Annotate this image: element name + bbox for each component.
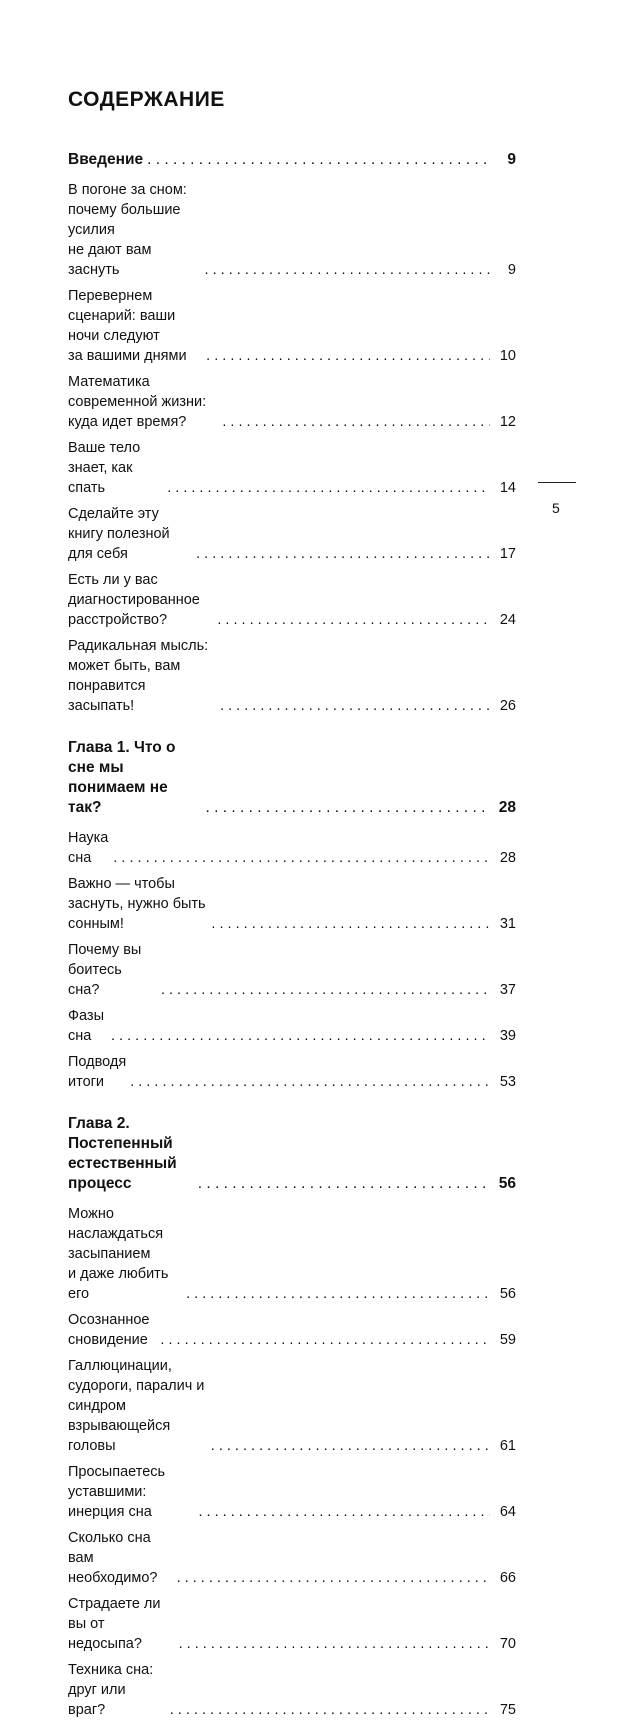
- dot-leader: [206, 346, 490, 366]
- toc-entry[interactable]: [68, 1356, 516, 1456]
- dot-leader: [222, 412, 490, 432]
- toc-page-number: 9: [507, 262, 516, 278]
- dot-leader: [198, 1502, 490, 1522]
- toc-page-number: 39: [499, 1028, 516, 1044]
- toc-entry-text: Есть ли у вас диагностированное расстройство?: [68, 572, 200, 628]
- toc-entry[interactable]: [68, 372, 516, 432]
- toc-entry-text: Наука сна: [68, 830, 109, 866]
- toc-entry[interactable]: [68, 1006, 516, 1046]
- toc-section-chapter-1: [68, 738, 516, 1092]
- toc-entry-text: Страдаете ли вы от недосыпа?: [68, 1596, 161, 1652]
- toc-entry[interactable]: [68, 1462, 516, 1522]
- dot-leader: [217, 610, 490, 630]
- toc-page-number: 28: [499, 850, 516, 866]
- toc-page-number: 75: [499, 1702, 516, 1718]
- toc-page-number: 31: [499, 916, 516, 932]
- toc-heading[interactable]: [68, 150, 516, 170]
- dot-leader: [161, 980, 490, 1000]
- page-title: СОДЕРЖАНИЕ: [68, 88, 225, 111]
- toc-entry-text: Радикальная мысль: может быть, вам понравится засыпать!: [68, 638, 209, 714]
- toc-page-number: 12: [499, 414, 516, 430]
- toc-entry[interactable]: [68, 504, 516, 564]
- dot-leader: [220, 696, 490, 716]
- dot-leader: [211, 1436, 490, 1456]
- toc-entry-text: Подводя итоги: [68, 1054, 127, 1090]
- toc-page-number: 10: [499, 348, 516, 364]
- toc-page-number: 70: [499, 1636, 516, 1652]
- toc-page-number: 14: [499, 480, 516, 496]
- toc-page-number: 53: [499, 1074, 516, 1090]
- dot-leader: [211, 914, 490, 934]
- toc-heading-text: Глава 2. Постепенный естественный процесс: [68, 1115, 177, 1192]
- page-number: 5: [552, 500, 560, 516]
- toc-entry-text: Важно — чтобы заснуть, нужно быть сонным!: [68, 876, 206, 932]
- toc-page-number: 9: [507, 151, 516, 168]
- toc-entry-text: Сколько сна вам необходимо?: [68, 1530, 158, 1586]
- toc-entry[interactable]: [68, 286, 516, 366]
- toc-entry[interactable]: [68, 1528, 516, 1588]
- toc-heading[interactable]: [68, 1114, 516, 1194]
- dot-leader: [113, 848, 490, 868]
- dot-leader: [170, 1700, 490, 1720]
- toc-entry[interactable]: [68, 1204, 516, 1304]
- toc-heading[interactable]: [68, 738, 516, 818]
- toc-entry[interactable]: [68, 570, 516, 630]
- toc-entry-text: Перевернем сценарий: ваши ночи следуют за вашими днями: [68, 288, 187, 364]
- toc-entry[interactable]: [68, 1310, 516, 1350]
- toc-heading-text: Глава 1. Что о сне мы понимаем не так?: [68, 739, 176, 816]
- toc-entry-text: В погоне за сном: почему большие усилия не дают вам заснуть: [68, 182, 187, 278]
- toc-page-number: 64: [499, 1504, 516, 1520]
- toc-entry-text: Можно наслаждаться засыпанием и даже любить его: [68, 1206, 169, 1302]
- toc-page-number: 61: [499, 1438, 516, 1454]
- dot-leader: [130, 1072, 490, 1092]
- toc-entry-text: Сделайте эту книгу полезной для себя: [68, 506, 170, 562]
- toc-section-chapter-2: [68, 1114, 516, 1720]
- toc-page-number: 24: [499, 612, 516, 628]
- toc-entry-text: Техника сна: друг или враг?: [68, 1662, 154, 1718]
- toc-entry-text: Почему вы боитесь сна?: [68, 942, 142, 998]
- toc-page-number: 17: [499, 546, 516, 562]
- toc-page-number: 37: [499, 982, 516, 998]
- toc-entry-text: Галлюцинации, судороги, паралич и синдром взрывающейся головы: [68, 1358, 205, 1454]
- toc-entry[interactable]: [68, 1660, 516, 1720]
- table-of-contents: [68, 150, 516, 1726]
- dot-leader: [167, 478, 490, 498]
- dot-leader: [196, 544, 490, 564]
- folio-rule: [538, 482, 576, 483]
- dot-leader: [186, 1284, 490, 1304]
- toc-section-introduction: [68, 150, 516, 716]
- toc-page-number: 28: [498, 799, 516, 816]
- toc-entry-text: Просыпаетесь уставшими: инерция сна: [68, 1464, 166, 1520]
- toc-entry[interactable]: [68, 874, 516, 934]
- toc-entry[interactable]: [68, 1594, 516, 1654]
- toc-entry[interactable]: [68, 828, 516, 868]
- dot-leader: [179, 1634, 490, 1654]
- toc-entry[interactable]: [68, 1052, 516, 1092]
- dot-leader: [147, 150, 490, 170]
- toc-page-number: 66: [499, 1570, 516, 1586]
- toc-entry-text: Математика современной жизни: куда идет время?: [68, 374, 207, 430]
- dot-leader: [111, 1026, 490, 1046]
- toc-entry-text: Осознанное сновидение: [68, 1312, 150, 1348]
- dot-leader: [206, 798, 490, 818]
- dot-leader: [205, 260, 490, 280]
- toc-entry[interactable]: [68, 180, 516, 280]
- toc-entry-text: Ваше тело знает, как спать: [68, 440, 141, 496]
- dot-leader: [198, 1174, 490, 1194]
- dot-leader: [160, 1330, 490, 1350]
- toc-entry[interactable]: [68, 438, 516, 498]
- toc-entry[interactable]: [68, 636, 516, 716]
- toc-page-number: 26: [499, 698, 516, 714]
- toc-page-number: 56: [499, 1286, 516, 1302]
- toc-page-number: 56: [498, 1175, 516, 1192]
- toc-entry[interactable]: [68, 940, 516, 1000]
- toc-heading-text: Введение: [68, 151, 144, 168]
- toc-page-number: 59: [499, 1332, 516, 1348]
- dot-leader: [177, 1568, 490, 1588]
- toc-entry-text: Фазы сна: [68, 1008, 104, 1044]
